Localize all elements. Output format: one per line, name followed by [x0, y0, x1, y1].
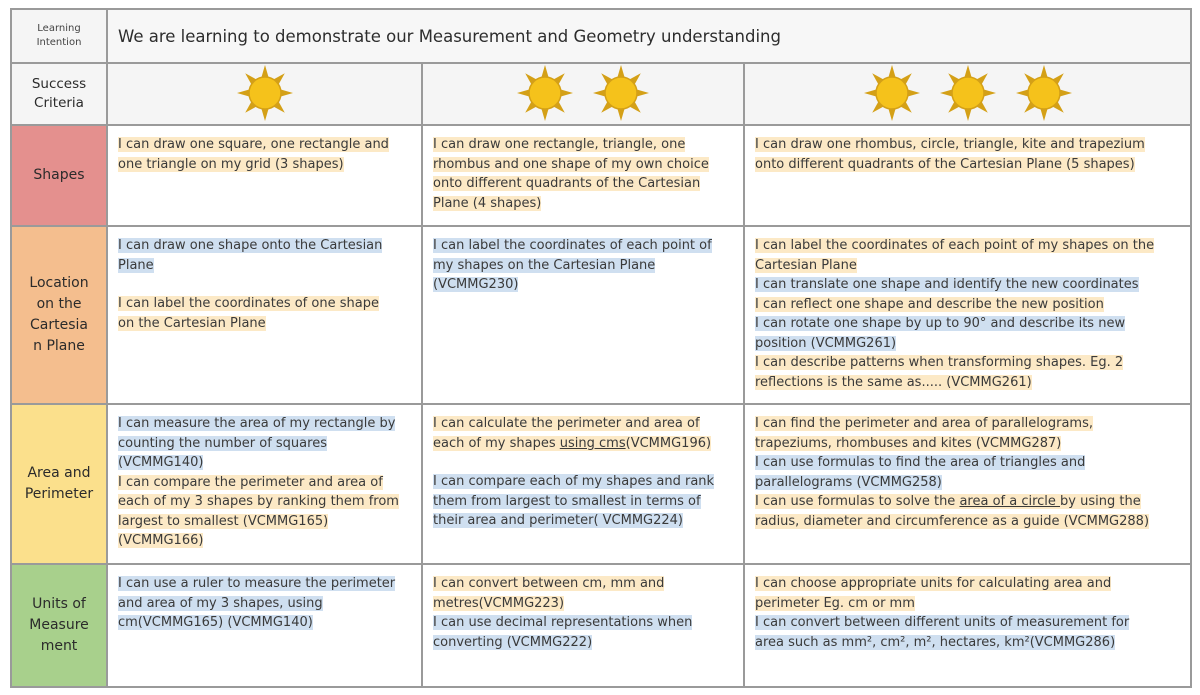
location-level-1: I can draw one shape onto the Cartesian Plane I can label the coordinates of one shape on the Cartesian Plane — [107, 226, 422, 404]
shapes-level-1: I can draw one square, one rectangle and one triangle on my grid (3 shapes) — [107, 125, 422, 226]
sun-icon — [1011, 64, 1077, 122]
units-row — [11, 564, 1191, 687]
shapes-level-2: I can draw one rectangle, triangle, one rhombus and one shape of my own choice onto different quadrants of the Cartesian Plane (4 shapes) — [422, 125, 744, 226]
area-row — [11, 404, 1191, 564]
sun-icon — [935, 64, 1001, 122]
area-level-3: I can find the perimeter and area of parallelograms, trapeziums, rhombuses and kites (VCMMG287) I can use formulas to find the area of triangles and parallelograms (VCMMG258) I can use formulas to solve the area of a circle by using the radius, diameter and circumference as a guide (VCMMG288) — [744, 404, 1191, 564]
suns-level-1 — [108, 64, 421, 122]
sun-icon — [859, 64, 925, 122]
area-level-1: I can measure the area of my rectangle by counting the number of squares (VCMMG140) I can compare the perimeter and area of each of my 3 shapes by ranking them from largest to smallest (VCMMG165) (VCMMG166) — [107, 404, 422, 564]
success-criteria-label: Success Criteria — [11, 63, 107, 125]
sun-disc — [605, 77, 637, 109]
level-one-header — [107, 63, 422, 125]
units-label: Units of Measure ment — [11, 564, 107, 687]
shapes-row — [11, 125, 1191, 226]
sun-icon — [232, 64, 298, 122]
units-level-1: I can use a ruler to measure the perimeter and area of my 3 shapes, using cm(VCMMG165) (VCMMG140) — [107, 564, 422, 687]
area-label: Area and Perimeter — [11, 404, 107, 564]
sun-disc — [952, 77, 984, 109]
success-criteria-table-container — [10, 8, 1190, 686]
area-level-2: I can calculate the perimeter and area of each of my shapes using cms(VCMMG196) I can compare each of my shapes and rank them from largest to smallest in terms of their area and perimeter( VCMMG224) — [422, 404, 744, 564]
sun-disc — [1028, 77, 1060, 109]
units-level-2: I can convert between cm, mm and metres(VCMMG223) I can use decimal representations when converting (VCMMG222) — [422, 564, 744, 687]
shapes-level-3: I can draw one rhombus, circle, triangle, kite and trapezium onto different quadrants of the Cartesian Plane (5 shapes) — [744, 125, 1191, 226]
suns-level-3 — [745, 64, 1190, 122]
sun-icon — [512, 64, 578, 122]
suns-level-2 — [423, 64, 743, 122]
sun-icon — [588, 64, 654, 122]
sun-disc — [249, 77, 281, 109]
level-two-header — [422, 63, 744, 125]
success-criteria-row — [11, 63, 1191, 125]
location-level-3: I can label the coordinates of each point of my shapes on the Cartesian Plane I can translate one shape and identify the new coordinates I can reflect one shape and describe the new position I can rotate one shape by up to 90° and describe its new position (VCMMG261) I can describe patterns when transforming shapes. Eg. 2 reflections is the same as..... (VCMMG261) — [744, 226, 1191, 404]
sun-disc — [529, 77, 561, 109]
level-three-header — [744, 63, 1191, 125]
success-criteria-table — [10, 8, 1192, 688]
units-level-3: I can choose appropriate units for calculating area and perimeter Eg. cm or mm I can convert between different units of measurement for area such as mm², cm², m², hectares, km²(VCMMG286) — [744, 564, 1191, 687]
location-label: Location on the Cartesia n Plane — [11, 226, 107, 404]
location-level-2: I can label the coordinates of each point of my shapes on the Cartesian Plane (VCMMG230) — [422, 226, 744, 404]
sun-disc — [876, 77, 908, 109]
shapes-label: Shapes — [11, 125, 107, 226]
learning-intention-label: Learning Intention — [11, 9, 107, 63]
location-row — [11, 226, 1191, 404]
learning-intention-row — [11, 9, 1191, 63]
learning-intention-title: We are learning to demonstrate our Measurement and Geometry understanding — [107, 9, 1191, 63]
